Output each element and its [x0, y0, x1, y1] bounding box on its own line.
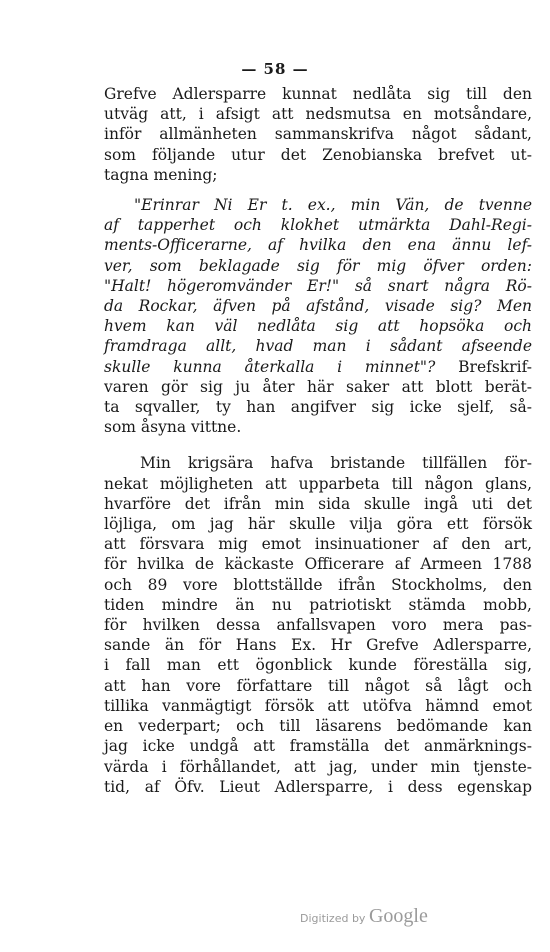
quote-line: "Erinrar Ni Er t. ex., min Vän, de tvenne	[134, 196, 532, 215]
page-number: — 58 —	[241, 60, 309, 78]
text-line: i fall man ett ögonblick kunde föreställa sig,	[104, 656, 532, 675]
paragraph-1	[104, 84, 532, 185]
text-line: varen gör sig ju åter här saker att blott berät-	[104, 377, 532, 396]
digitized-watermark	[300, 905, 428, 928]
text-line: för hvilka de käckaste Officerare af Armeen 1788	[104, 555, 532, 574]
text-line: Min krigsära hafva bristande tillfällen för-	[140, 454, 532, 473]
quote-line: hvem kan väl nedlåta sig att hopsöka och	[104, 317, 532, 336]
quote-end: skulle kunna återkalla i minnet"?	[104, 357, 436, 376]
quote-line: ver, som beklagade sig för mig öfver orden:	[104, 256, 532, 275]
quote-line: "Halt! högeromvänder Er!" så snart några Rö-	[104, 276, 532, 295]
text-line: inför allmänheten sammanskrifva något sådant,	[104, 125, 532, 144]
text-line: hvarföre det ifrån min sida skulle ingå uti det	[104, 494, 532, 513]
paragraph-2	[104, 453, 532, 796]
text-line: värda i förhållandet, att jag, under min tjenste-	[104, 757, 532, 776]
text-line: utväg att, i afsigt att nedsmutsa en motsåndare,	[104, 105, 532, 124]
text-line: ta sqvaller, ty han angifver sig icke sjelf, så-	[104, 398, 532, 417]
quotation	[104, 195, 532, 437]
text-line: tiden mindre än nu patriotiskt stämda mobb,	[104, 595, 532, 614]
text-line: tid, af Öfv. Lieut Adlersparre, i dess egenskap	[104, 777, 532, 796]
quote-line: af tapperhet och klokhet utmärkta Dahl-Regi-	[104, 216, 532, 235]
watermark-prefix: Digitized by	[300, 912, 366, 925]
text-line: för hvilken dessa anfallsvapen voro mera pas-	[104, 616, 532, 635]
text-line: jag icke undgå att framställa det anmärknings-	[104, 737, 532, 756]
text-line: sande än för Hans Ex. Hr Grefve Adlersparre,	[104, 636, 532, 655]
page-body	[104, 84, 532, 797]
watermark-brand: Google	[368, 905, 428, 927]
text-line: tagna mening;	[104, 165, 218, 184]
text-line: och 89 vore blottställde ifrån Stockholms, den	[104, 575, 532, 594]
text-line: som följande utur det Zenobianska brefvet ut-	[104, 145, 532, 164]
text-line: löjliga, om jag här skulle vilja göra ett försök	[104, 515, 532, 534]
quote-line: framdraga allt, hvad man i sådant afseende	[104, 337, 532, 356]
text-line: tillika vanmägtigt försök att utöfva hämnd emot	[104, 696, 532, 715]
text-line: att han vore författare till något så lågt och	[104, 676, 532, 695]
text-line: Grefve Adlersparre kunnat nedlåta sig till den	[104, 85, 532, 103]
quote-line: ments-Officerarne, af hvilka den ena ännu lef-	[104, 236, 532, 255]
text-line: nekat möjligheten att upparbeta till någon glans,	[104, 474, 532, 493]
quote-line: da Rockar, äfven på afstånd, visade sig? Men	[104, 297, 532, 316]
text-line: att försvara mig emot insinuationer af den art,	[104, 535, 532, 554]
text-line: en vederpart; och till läsarens bedömande kan	[104, 717, 532, 736]
quote-tail-text: Brefskrif-	[435, 357, 532, 376]
quote-final-line	[104, 357, 532, 377]
text-line: som åsyna vittne.	[104, 418, 242, 437]
